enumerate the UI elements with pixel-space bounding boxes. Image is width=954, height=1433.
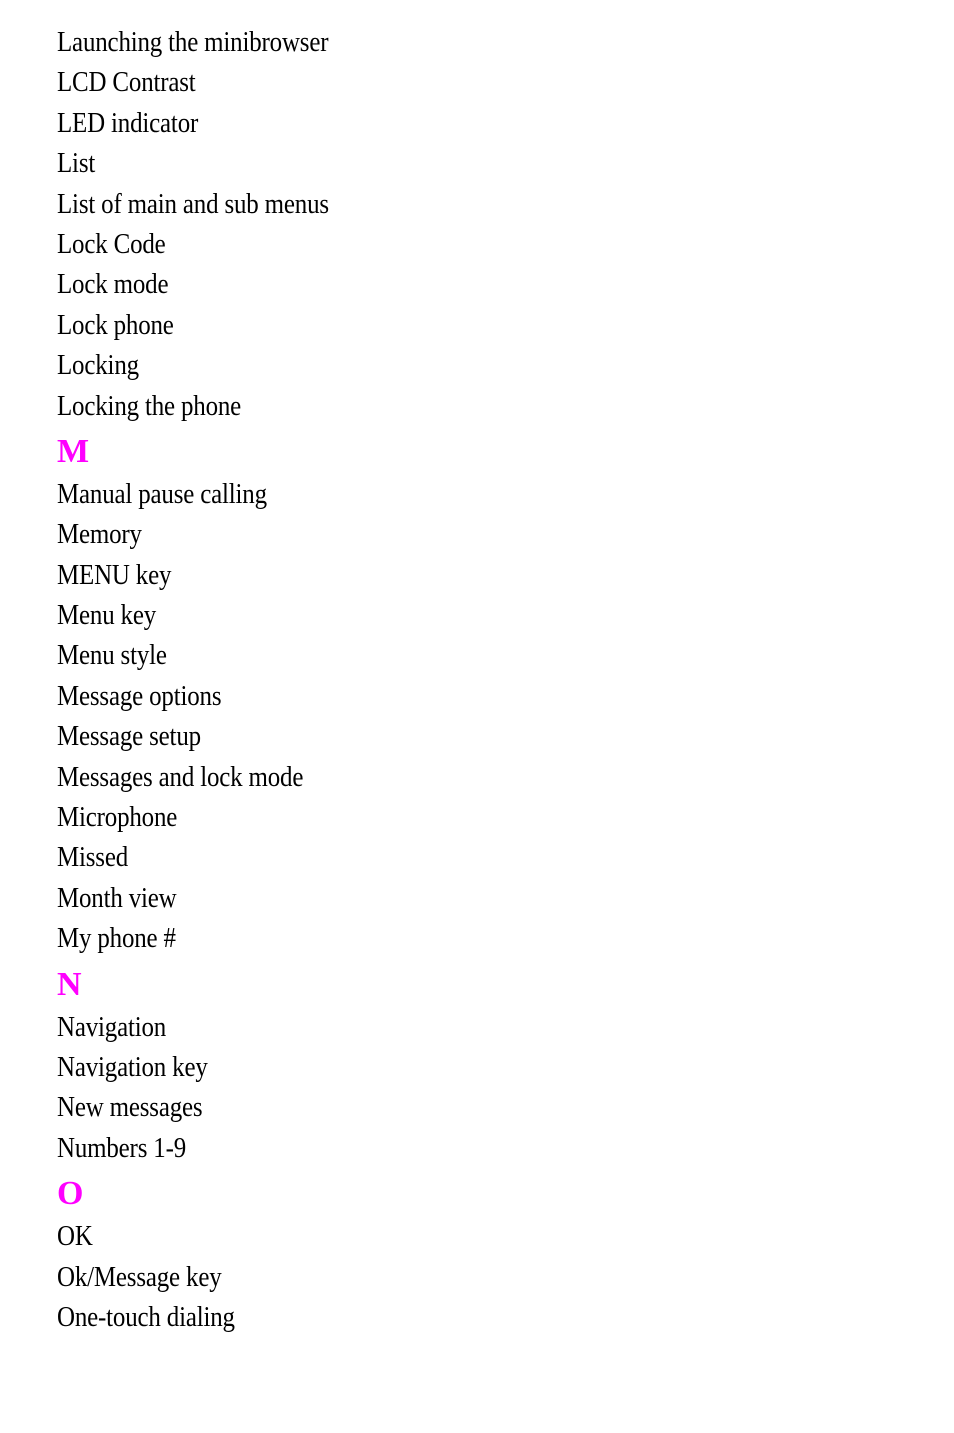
- section-letter-heading: N: [57, 965, 82, 1003]
- section-letter-heading: O: [57, 1175, 84, 1213]
- index-section: [57, 22, 857, 426]
- index-entry: List: [57, 147, 96, 180]
- index-section: [57, 1168, 857, 1337]
- index-entry: Locking: [57, 349, 139, 382]
- index-entry: New messages: [57, 1091, 203, 1124]
- index-entry: Microphone: [57, 801, 178, 834]
- index-entry: OK: [57, 1220, 93, 1253]
- index-entry: Lock phone: [57, 308, 174, 341]
- index-entry: Navigation key: [57, 1050, 208, 1083]
- index-entry: Manual pause calling: [57, 477, 267, 510]
- index-entry: Menu style: [57, 639, 167, 672]
- index-section: [57, 426, 857, 959]
- index-entry: List of main and sub menus: [57, 187, 329, 220]
- index-entry: Locking the phone: [57, 389, 242, 422]
- index-entry: LED indicator: [57, 106, 199, 139]
- index-entry: Ok/Message key: [57, 1260, 222, 1293]
- index-entry: Messages and lock mode: [57, 760, 304, 793]
- index-entry: Menu key: [57, 599, 157, 632]
- index-entry: Lock mode: [57, 268, 169, 301]
- index-entry: Month view: [57, 881, 177, 914]
- index-entry: Message options: [57, 679, 222, 712]
- index-entry: Numbers 1-9: [57, 1131, 187, 1164]
- index-entry: Memory: [57, 518, 142, 551]
- index-section: [57, 959, 857, 1169]
- index-list: [57, 22, 857, 1337]
- index-entry: MENU key: [57, 558, 172, 591]
- index-entry: Launching the minibrowser: [57, 26, 329, 58]
- index-entry: Message setup: [57, 720, 201, 753]
- section-letter-heading: M: [57, 432, 90, 470]
- index-entry: My phone #: [57, 922, 176, 955]
- index-entry: Missed: [57, 841, 129, 874]
- index-entry: LCD Contrast: [57, 66, 196, 99]
- index-entry: Lock Code: [57, 227, 166, 260]
- index-entry: Navigation: [57, 1010, 167, 1043]
- index-entry: One-touch dialing: [57, 1300, 235, 1333]
